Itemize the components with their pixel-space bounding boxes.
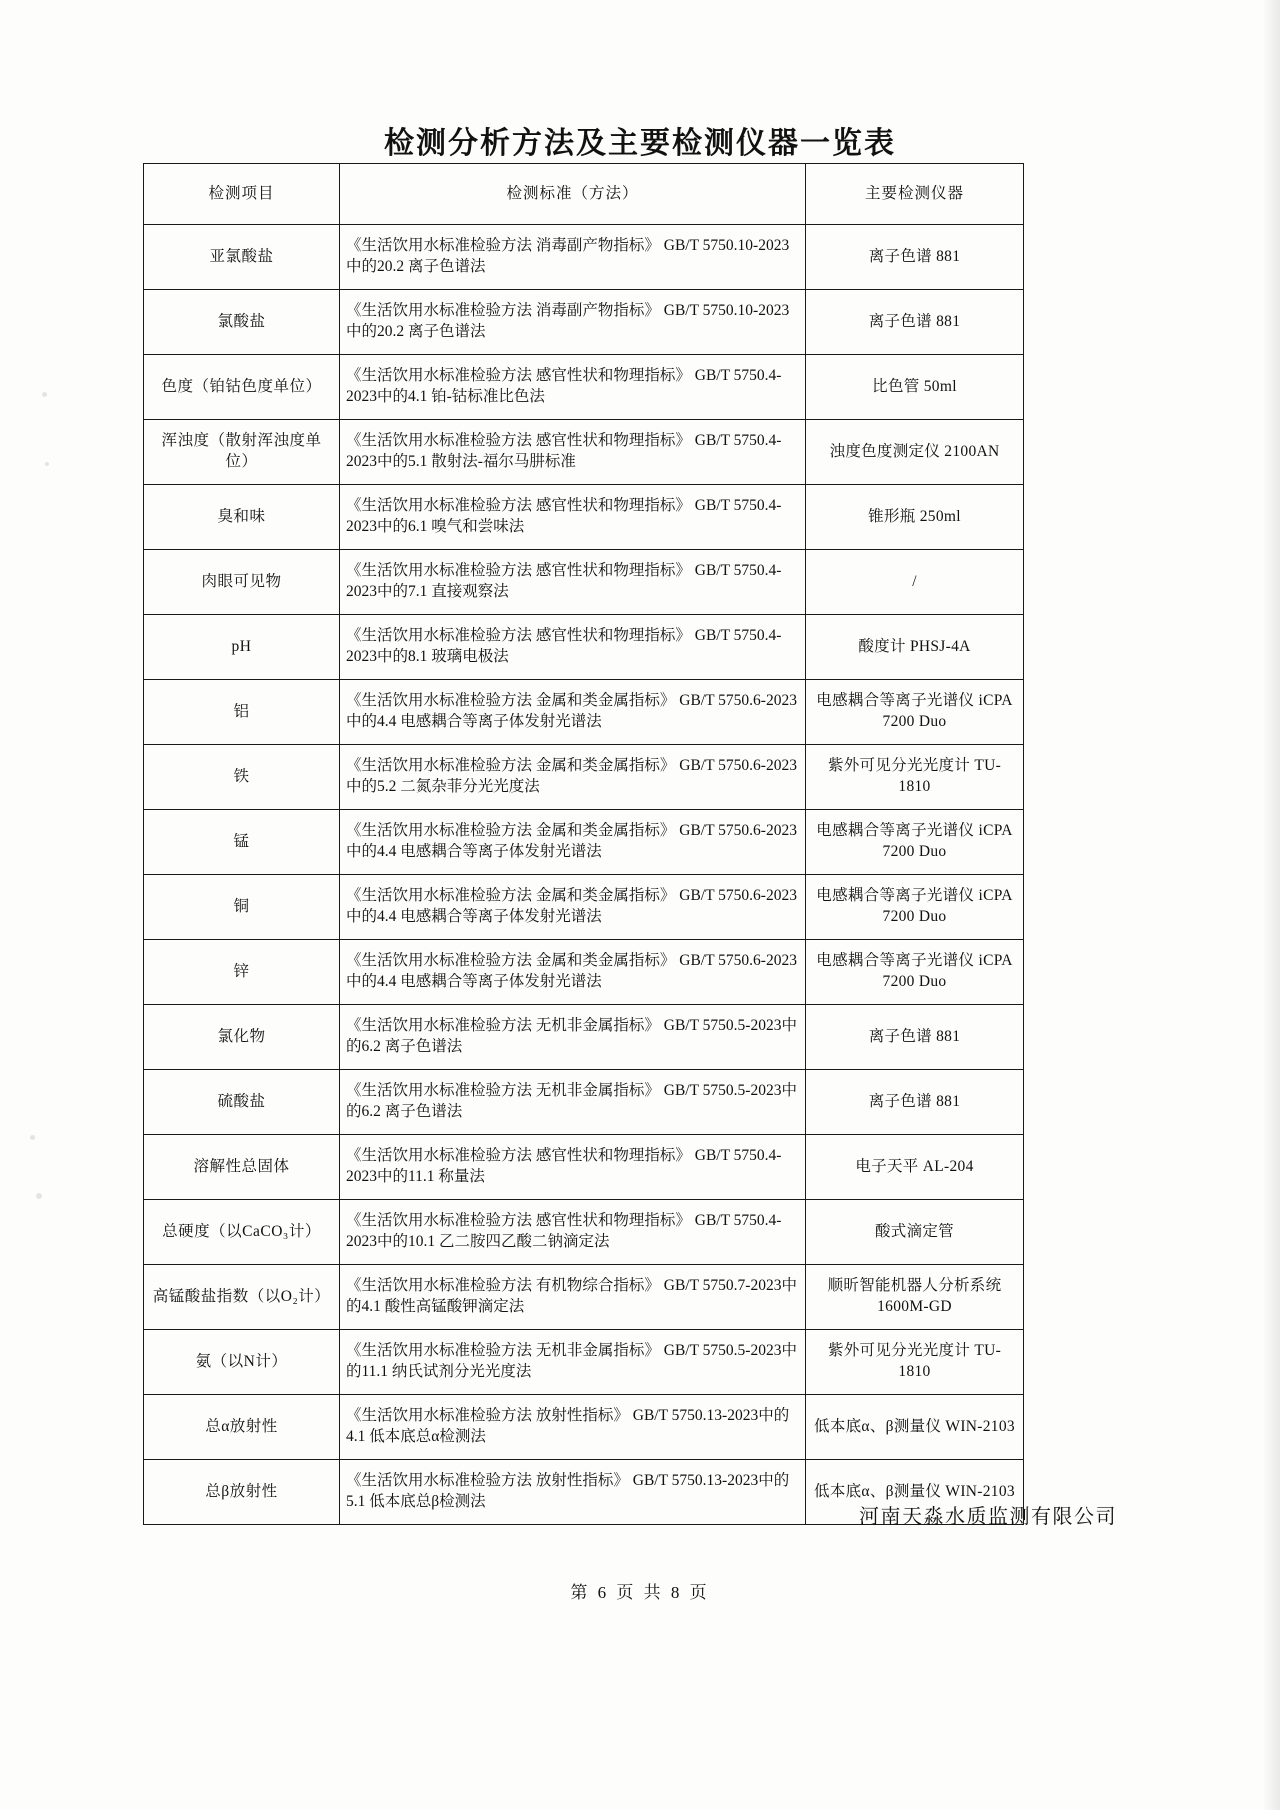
cell-instrument: 离子色谱 881 (806, 1070, 1024, 1135)
cell-instrument: 电感耦合等离子光谱仪 iCPA 7200 Duo (806, 680, 1024, 745)
cell-instrument: 酸度计 PHSJ-4A (806, 615, 1024, 680)
cell-instrument: 顺昕智能机器人分析系统 1600M-GD (806, 1265, 1024, 1330)
cell-item: 铜 (144, 875, 340, 940)
table-row (144, 1265, 1024, 1330)
scan-speck (30, 1135, 35, 1140)
table-row (144, 1135, 1024, 1200)
page-footer: 第 6 页 共 8 页 (570, 1583, 710, 1602)
table-row (144, 1330, 1024, 1395)
cell-item: 锌 (144, 940, 340, 1005)
cell-method: 《生活饮用水标准检验方法 放射性指标》 GB/T 5750.13-2023中的5.1 低本底总β检测法 (340, 1460, 806, 1525)
cell-item: 铁 (144, 745, 340, 810)
cell-method: 《生活饮用水标准检验方法 消毒副产物指标》 GB/T 5750.10-2023中的20.2 离子色谱法 (340, 290, 806, 355)
table-row (144, 290, 1024, 355)
cell-item: pH (144, 615, 340, 680)
column-header-item: 检测项目 (144, 164, 340, 225)
cell-method: 《生活饮用水标准检验方法 无机非金属指标》 GB/T 5750.5-2023中的11.1 纳氏试剂分光光度法 (340, 1330, 806, 1395)
cell-instrument: 锥形瓶 250ml (806, 485, 1024, 550)
table-header-row (144, 164, 1024, 225)
scan-speck (45, 462, 49, 466)
table-body (144, 225, 1024, 1525)
cell-method: 《生活饮用水标准检验方法 金属和类金属指标》 GB/T 5750.6-2023中的4.4 电感耦合等离子体发射光谱法 (340, 875, 806, 940)
column-header-instrument: 主要检测仪器 (806, 164, 1024, 225)
cell-method: 《生活饮用水标准检验方法 金属和类金属指标》 GB/T 5750.6-2023中的4.4 电感耦合等离子体发射光谱法 (340, 680, 806, 745)
cell-item: 氯化物 (144, 1005, 340, 1070)
cell-method: 《生活饮用水标准检验方法 放射性指标》 GB/T 5750.13-2023中的4.1 低本底总α检测法 (340, 1395, 806, 1460)
table-row (144, 355, 1024, 420)
scan-speck (36, 1193, 42, 1199)
cell-item: 氨（以N计） (144, 1330, 340, 1395)
cell-method: 《生活饮用水标准检验方法 无机非金属指标》 GB/T 5750.5-2023中的6.2 离子色谱法 (340, 1005, 806, 1070)
cell-instrument: / (806, 550, 1024, 615)
cell-method: 《生活饮用水标准检验方法 感官性状和物理指标》 GB/T 5750.4-2023中的7.1 直接观察法 (340, 550, 806, 615)
cell-method: 《生活饮用水标准检验方法 感官性状和物理指标》 GB/T 5750.4-2023中的4.1 铂-钴标准比色法 (340, 355, 806, 420)
cell-item: 总β放射性 (144, 1460, 340, 1525)
table-row (144, 485, 1024, 550)
cell-item: 肉眼可见物 (144, 550, 340, 615)
cell-item: 色度（铂钴色度单位） (144, 355, 340, 420)
cell-method: 《生活饮用水标准检验方法 感官性状和物理指标》 GB/T 5750.4-2023中的5.1 散射法-福尔马肼标准 (340, 420, 806, 485)
cell-instrument: 紫外可见分光光度计 TU-1810 (806, 745, 1024, 810)
table-row (144, 875, 1024, 940)
table-row (144, 1200, 1024, 1265)
cell-item: 臭和味 (144, 485, 340, 550)
cell-instrument: 离子色谱 881 (806, 225, 1024, 290)
cell-item: 亚氯酸盐 (144, 225, 340, 290)
cell-method: 《生活饮用水标准检验方法 金属和类金属指标》 GB/T 5750.6-2023中的4.4 电感耦合等离子体发射光谱法 (340, 940, 806, 1005)
cell-item: 高锰酸盐指数（以O₂计） (144, 1265, 340, 1330)
table-row (144, 745, 1024, 810)
cell-item: 锰 (144, 810, 340, 875)
cell-instrument: 酸式滴定管 (806, 1200, 1024, 1265)
cell-method: 《生活饮用水标准检验方法 金属和类金属指标》 GB/T 5750.6-2023中的4.4 电感耦合等离子体发射光谱法 (340, 810, 806, 875)
cell-method: 《生活饮用水标准检验方法 金属和类金属指标》 GB/T 5750.6-2023中的5.2 二氮杂菲分光光度法 (340, 745, 806, 810)
cell-item: 浑浊度（散射浑浊度单位） (144, 420, 340, 485)
scan-speck (42, 392, 47, 397)
table-row (144, 1395, 1024, 1460)
cell-method: 《生活饮用水标准检验方法 感官性状和物理指标》 GB/T 5750.4-2023中的6.1 嗅气和尝味法 (340, 485, 806, 550)
cell-item: 硫酸盐 (144, 1070, 340, 1135)
table-row (144, 940, 1024, 1005)
cell-item: 溶解性总固体 (144, 1135, 340, 1200)
page-title: 检测分析方法及主要检测仪器一览表 (384, 127, 896, 160)
methods-table-wrapper (143, 163, 1023, 1525)
table-row (144, 680, 1024, 745)
table-row (144, 225, 1024, 290)
cell-item: 总硬度（以CaCO₃计） (144, 1200, 340, 1265)
column-header-method: 检测标准（方法） (340, 164, 806, 225)
cell-item: 铝 (144, 680, 340, 745)
cell-instrument: 电感耦合等离子光谱仪 iCPA 7200 Duo (806, 940, 1024, 1005)
cell-method: 《生活饮用水标准检验方法 无机非金属指标》 GB/T 5750.5-2023中的6.2 离子色谱法 (340, 1070, 806, 1135)
cell-instrument: 电子天平 AL-204 (806, 1135, 1024, 1200)
table-row (144, 420, 1024, 485)
cell-instrument: 浊度色度测定仪 2100AN (806, 420, 1024, 485)
cell-instrument: 离子色谱 881 (806, 290, 1024, 355)
cell-item: 氯酸盐 (144, 290, 340, 355)
table-row (144, 1070, 1024, 1135)
cell-method: 《生活饮用水标准检验方法 感官性状和物理指标》 GB/T 5750.4-2023中的10.1 乙二胺四乙酸二钠滴定法 (340, 1200, 806, 1265)
cell-instrument: 比色管 50ml (806, 355, 1024, 420)
cell-item: 总α放射性 (144, 1395, 340, 1460)
company-name: 河南天淼水质监测有限公司 (859, 1506, 1117, 1528)
cell-method: 《生活饮用水标准检验方法 感官性状和物理指标》 GB/T 5750.4-2023中的11.1 称量法 (340, 1135, 806, 1200)
cell-instrument: 离子色谱 881 (806, 1005, 1024, 1070)
cell-instrument: 电感耦合等离子光谱仪 iCPA 7200 Duo (806, 810, 1024, 875)
cell-instrument: 低本底α、β测量仪 WIN-2103 (806, 1395, 1024, 1460)
cell-method: 《生活饮用水标准检验方法 感官性状和物理指标》 GB/T 5750.4-2023中的8.1 玻璃电极法 (340, 615, 806, 680)
page-edge-shadow (1262, 0, 1280, 1810)
cell-instrument: 低本底α、β测量仪 WIN-2103 (806, 1460, 1024, 1525)
table-row (144, 810, 1024, 875)
cell-instrument: 电感耦合等离子光谱仪 iCPA 7200 Duo (806, 875, 1024, 940)
table-row (144, 615, 1024, 680)
methods-table (143, 163, 1024, 1525)
cell-instrument: 紫外可见分光光度计 TU-1810 (806, 1330, 1024, 1395)
table-row (144, 550, 1024, 615)
cell-method: 《生活饮用水标准检验方法 消毒副产物指标》 GB/T 5750.10-2023中的20.2 离子色谱法 (340, 225, 806, 290)
table-row (144, 1005, 1024, 1070)
cell-method: 《生活饮用水标准检验方法 有机物综合指标》 GB/T 5750.7-2023中的4.1 酸性高锰酸钾滴定法 (340, 1265, 806, 1330)
